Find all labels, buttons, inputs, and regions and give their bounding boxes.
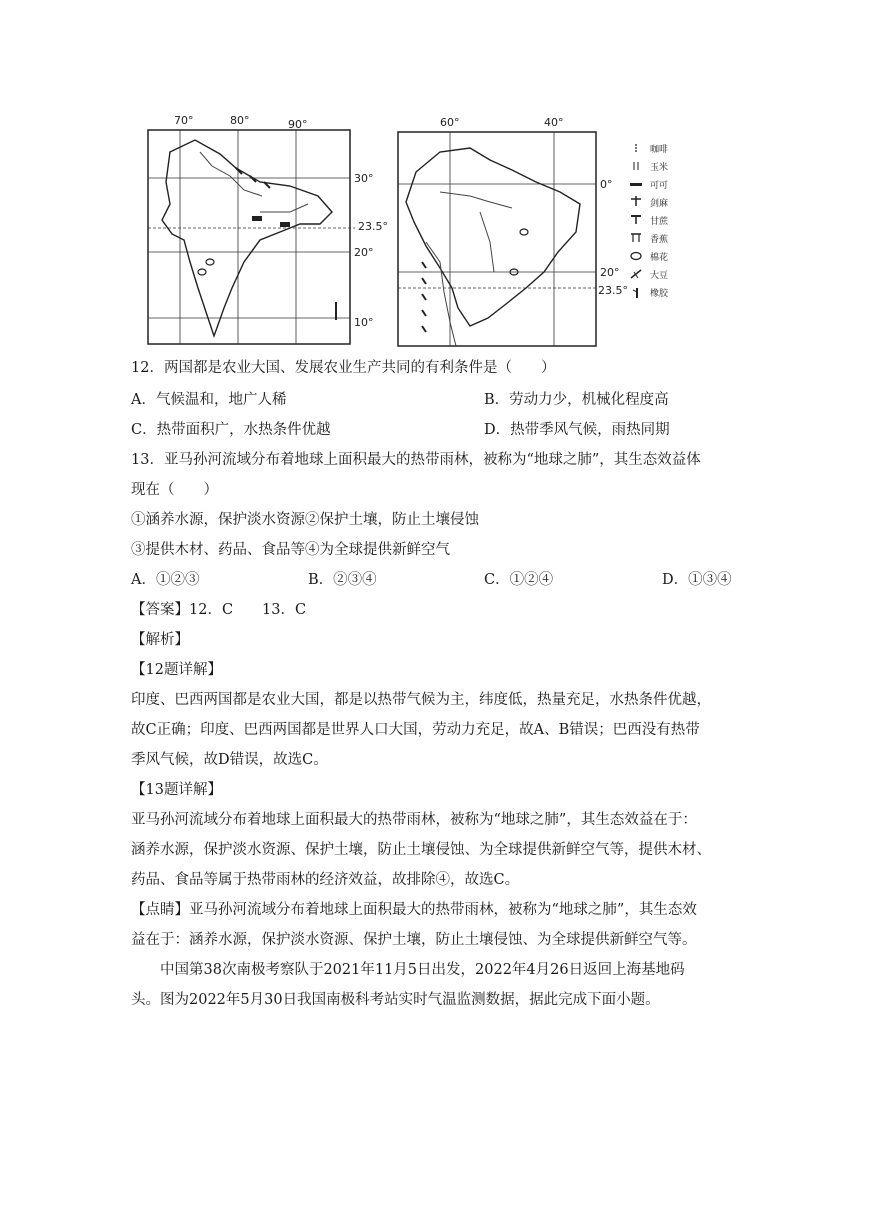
cocoa-legend-icon <box>630 183 642 186</box>
q12-option-a: A．气候温和，地广人稀 <box>131 392 287 408</box>
india-lat-label: 30° <box>354 172 374 185</box>
legend-label: 可可 <box>650 181 669 191</box>
answer-line: 【答案】12．C 13．C <box>131 602 307 618</box>
brazil-map <box>398 116 628 346</box>
analysis-title: 【解析】 <box>131 632 189 648</box>
cotton-legend-icon <box>631 253 641 260</box>
d12-line1: 印度、巴西两国都是农业大国，都是以热带气候为主，纬度低，热量充足，水热条件优越， <box>131 692 711 708</box>
q13-option-d: D．①③④ <box>662 572 732 588</box>
india-lon-label: 70° <box>174 114 194 127</box>
india-lat-label: 20° <box>354 246 374 259</box>
india-lon-label: 90° <box>288 118 308 131</box>
q13-stem-line2: 现在（ ） <box>131 482 218 498</box>
d12-line2: 故C正确；印度、巴西两国都是世界人口大国，劳动力充足，故A、B错误；巴西没有热带 <box>131 722 700 738</box>
d13-line3: 药品、食品等属于热带雨林的经济效益，故排除④，故选C。 <box>131 872 520 888</box>
intro-line2: 头。图为2022年5月30日我国南极科考站实时气温监测数据，据此完成下面小题。 <box>131 992 660 1008</box>
q12-option-b: B．劳动力少，机械化程度高 <box>484 392 669 408</box>
q12-option-d: D．热带季风气候，雨热同期 <box>484 422 670 438</box>
legend-label: 咖啡 <box>650 145 669 155</box>
crop-legend <box>630 143 669 299</box>
brazil-lat-label: 20° <box>600 266 620 279</box>
q13-stem-line1: 13．亚马孙河流域分布着地球上面积最大的热带雨林，被称为“地球之肺”，其生态效益体 <box>131 452 701 468</box>
legend-label: 香蕉 <box>650 235 669 245</box>
rubber-legend-icon <box>633 288 637 298</box>
q13-option-b: B．②③④ <box>308 572 377 588</box>
q12-option-c: C．热带面积广，水热条件优越 <box>131 422 331 438</box>
d12-line3: 季风气候，故D错误，故选C。 <box>131 752 328 768</box>
sisal-legend-icon <box>631 196 641 206</box>
tip-line2: 益在于：涵养水源，保护淡水资源、保护土壤，防止土壤侵蚀、为全球提供新鲜空气等。 <box>131 932 697 948</box>
legend-label: 橡胶 <box>650 289 669 299</box>
maps-svg <box>140 112 740 352</box>
banana-legend-icon <box>631 234 641 242</box>
soybean-legend-icon <box>631 270 641 278</box>
q13-items-line1: ①涵养水源，保护淡水资源②保护土壤，防止土壤侵蚀 <box>131 512 479 528</box>
brazil-lon-label: 40° <box>544 116 564 129</box>
brazil-lat-label: 0° <box>600 178 613 191</box>
d13-line2: 涵养水源，保护淡水资源、保护土壤，防止土壤侵蚀、为全球提供新鲜空气等，提供木材、 <box>131 842 711 858</box>
india-lat-label: 23.5° <box>358 220 388 233</box>
d12-title: 【12题详解】 <box>131 662 222 678</box>
india-lon-label: 80° <box>230 114 250 127</box>
tip-line1: 【点睛】亚马孙河流域分布着地球上面积最大的热带雨林，被称为“地球之肺”，其生态效 <box>131 902 697 918</box>
brazil-lat-label: 23.5° <box>598 284 628 297</box>
q13-items-line2: ③提供木材、药品、食品等④为全球提供新鲜空气 <box>131 542 450 558</box>
d13-title: 【13题详解】 <box>131 782 222 798</box>
intro-line1: 中国第38次南极考察队于2021年11月5日出发，2022年4月26日返回上海基地码 <box>131 962 685 978</box>
brazil-lon-label: 60° <box>440 116 460 129</box>
corn-legend-icon <box>634 162 638 170</box>
legend-label: 棉花 <box>650 253 669 263</box>
legend-label: 甘蔗 <box>650 217 669 227</box>
q13-option-a: A．①②③ <box>131 572 200 588</box>
legend-label: 玉米 <box>650 163 669 173</box>
d13-line1: 亚马孙河流域分布着地球上面积最大的热带雨林，被称为“地球之肺”，其生态效益在于： <box>131 812 697 828</box>
agriculture-maps-figure <box>140 112 740 352</box>
legend-label: 大豆 <box>650 271 669 281</box>
india-map <box>148 114 388 344</box>
india-lat-label: 10° <box>354 316 374 329</box>
sugarcane-legend-icon <box>631 216 641 224</box>
q12-stem: 12．两国都是农业大国、发展农业生产共同的有利条件是（ ） <box>131 360 556 376</box>
q13-option-c: C．①②④ <box>484 572 554 588</box>
legend-label: 剑麻 <box>650 199 669 209</box>
